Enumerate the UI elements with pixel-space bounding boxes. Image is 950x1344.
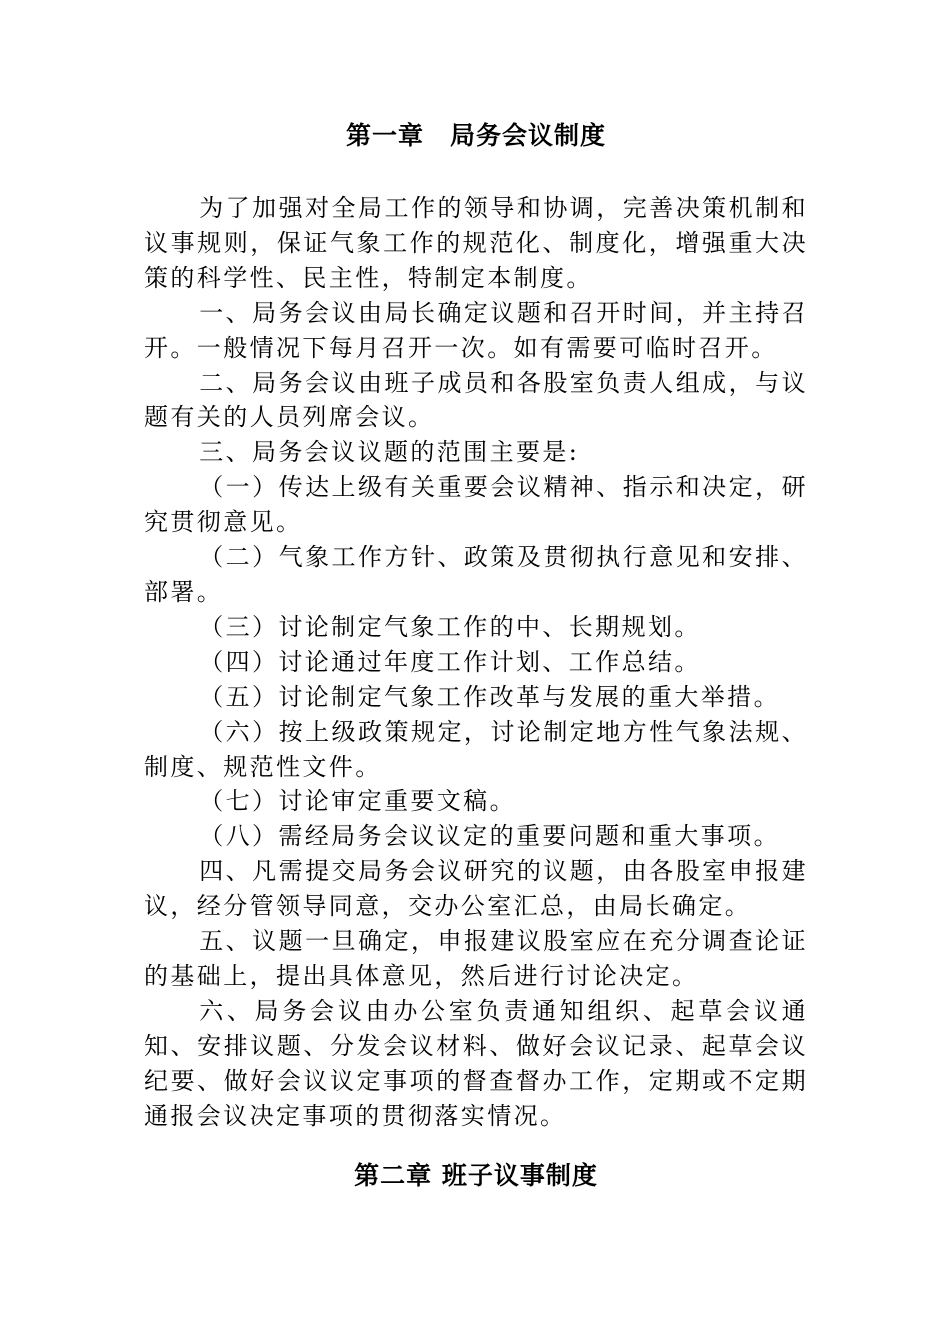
paragraph-item-2: 二、局务会议由班子成员和各股室负责人组成，与议题有关的人员列席会议。 <box>144 368 808 432</box>
paragraph-subitem-7: （七）讨论审定重要文稿。 <box>199 787 516 816</box>
paragraph-intro: 为了加强对全局工作的领导和协调，完善决策机制和议事规则，保证气象工作的规范化、制度化，增强重大决策的科学性、民主性，特制定本制度。 <box>144 194 808 292</box>
paragraph-item-6: 六、局务会议由办公室负责通知组织、起草会议通知、安排议题、分发会议材料、做好会议记录、起草会议纪要、做好会议议定事项的督查督办工作，定期或不定期通报会议决定事项的贯彻落实情况。 <box>144 996 808 1130</box>
paragraph-subitem-1: （一）传达上级有关重要会议精神、指示和决定，研究贯彻意见。 <box>144 473 808 537</box>
chapter-2-title: 第二章 班子议事制度 <box>354 1161 598 1190</box>
paragraph-subitem-6: （六）按上级政策规定，讨论制定地方性气象法规、制度、规范性文件。 <box>144 717 808 781</box>
paragraph-item-1: 一、局务会议由局长确定议题和召开时间，并主持召开。一般情况下每月召开一次。如有需要可临时召开。 <box>144 298 808 362</box>
paragraph-subitem-3: （三）讨论制定气象工作的中、长期规划。 <box>199 612 701 641</box>
paragraph-subitem-8: （八）需经局务会议议定的重要问题和重大事项。 <box>199 822 780 851</box>
chapter-1-title: 第一章 局务会议制度 <box>345 121 606 150</box>
paragraph-subitem-5: （五）讨论制定气象工作改革与发展的重大举措。 <box>199 682 780 711</box>
paragraph-item-5: 五、议题一旦确定，申报建议股室应在充分调查论证的基础上，提出具体意见，然后进行讨论决定。 <box>144 927 808 990</box>
paragraph-item-4: 四、凡需提交局务会议研究的议题，由各股室申报建议，经分管领导同意，交办公室汇总，由局长确定。 <box>144 857 808 921</box>
paragraph-item-3: 三、局务会议议题的范围主要是: <box>199 438 580 467</box>
chapter-1-body <box>144 191 808 1133</box>
paragraph-subitem-4: （四）讨论通过年度工作计划、工作总结。 <box>199 647 701 676</box>
paragraph-subitem-2: （二）气象工作方针、政策及贯彻执行意见和安排、部署。 <box>144 543 808 606</box>
